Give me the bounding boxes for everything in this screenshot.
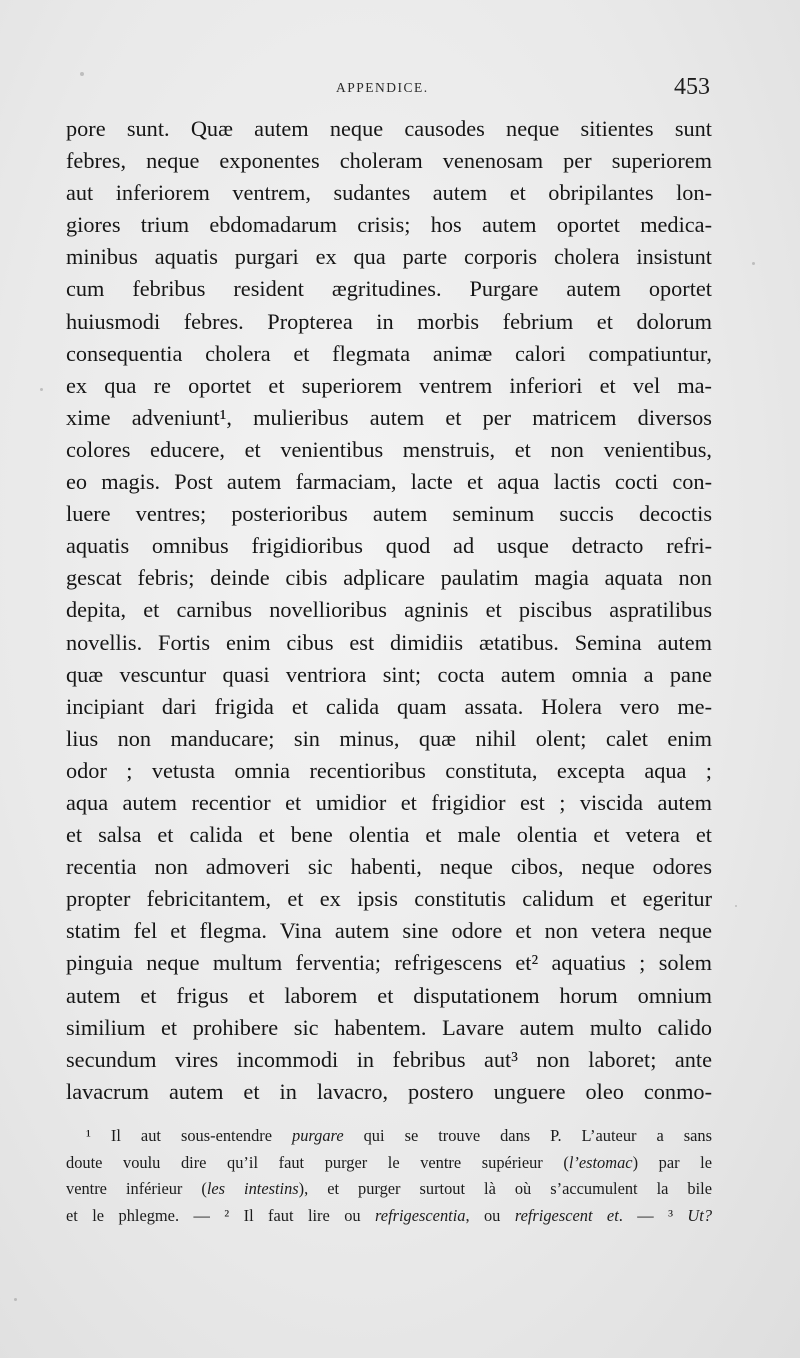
text-line: statim fel et flegma. Vina autem sine odore et non vetera neque [66,918,712,944]
page-number: 453 [674,74,710,100]
text-line: colores educere, et venientibus menstruis, et non venientibus, [66,436,712,462]
text-line: odor ; vetusta omnia recentioribus constituta, excepta aqua ; [66,757,712,783]
text-line: secundum vires incommodi in febribus aut³ non laboret; ante [66,1046,712,1072]
text-line: recentia non admoveri sic habenti, neque cibos, neque odores [66,854,712,880]
text-line: giores trium ebdomadarum crisis; hos autem oportet medica- [66,212,712,238]
text-line: aut inferiorem ventrem, sudantes autem et obripilantes lon- [66,180,712,206]
text-line: novellis. Fortis enim cibus est dimidiis ætatibus. Semina autem [66,629,712,655]
body-text [66,113,712,1108]
text-line: febres, neque exponentes choleram venenosam per superiorem [66,148,712,174]
footnote-line [66,1123,712,1150]
text-line: cum febribus resident ægritudines. Purgare autem oportet [66,276,712,302]
footnote-italic: les intestins [206,1179,299,1198]
footnote-text: ¹ Il aut sous-entendre [86,1126,292,1145]
footnote-line [66,1150,712,1177]
paper-speck [40,388,43,391]
text-line: depita, et carnibus novellioribus agninis et piscibus aspratilibus [66,597,712,623]
footnote-text: . — ³ [618,1205,688,1225]
running-title: APPENDICE. [336,80,429,95]
footnotes [66,1123,712,1229]
footnote-text: et le phlegme. — ² Il faut lire ou [66,1205,376,1225]
footnote-italic: Ut? [687,1205,713,1225]
footnote-text: , ou [465,1205,515,1225]
text-line: propter febricitantem, et ex ipsis constitutis calidum et egeritur [66,886,712,912]
text-line: gescat febris; deinde cibis adplicare paulatim magia aquata non [66,565,712,591]
footnote-italic: refrigescent et [514,1205,619,1225]
text-line: eo magis. Post autem farmaciam, lacte et aqua lactis cocti con- [66,469,712,495]
running-head [66,76,710,106]
footnote-italic: refrigescentia [375,1205,466,1225]
footnote-text: ventre inférieur ( [66,1179,207,1198]
text-line: autem et frigus et laborem et disputationem horum omnium [66,982,712,1008]
text-line: pore sunt. Quæ autem neque causodes neque sitientes sunt [66,116,712,141]
footnote-line [66,1176,712,1203]
text-line: incipiant dari frigida et calida quam assata. Holera vero me- [66,693,712,719]
text-line: aqua autem recentior et umidior et frigidior est ; viscida autem [66,789,712,815]
footnote-text: doute voulu dire qu’il faut purger le ventre supérieur ( [66,1152,569,1172]
text-line: consequentia cholera et flegmata animæ calori compatiuntur, [66,340,712,366]
text-line: huiusmodi febres. Propterea in morbis febrium et dolorum [66,308,712,334]
text-line: luere ventres; posterioribus autem seminum succis decoctis [66,501,712,527]
paper-speck [14,1298,17,1301]
footnote-italic: purgare [292,1126,344,1145]
paper-speck [752,262,755,265]
footnote-line [66,1203,712,1230]
footnote-text: ), et purger surtout là où s’accumulent la bile [298,1179,713,1198]
paper-speck [80,72,84,76]
text-line: lavacrum autem et in lavacro, postero unguere oleo conmo- [66,1078,712,1104]
text-line: et salsa et calida et bene olentia et male olentia et vetera et [66,822,712,848]
footnote-italic: l’estomac [568,1152,633,1172]
text-line: ex qua re oportet et superiorem ventrem inferiori et vel ma- [66,372,712,398]
text-line: quæ vescuntur quasi ventriora sint; cocta autem omnia a pane [66,661,712,687]
paper-speck [735,905,737,907]
footnote-text: qui se trouve dans P. L’auteur a sans [343,1126,712,1145]
text-line: similium et prohibere sic habentem. Lavare autem multo calido [66,1014,712,1040]
text-line: xime adveniunt¹, mulieribus autem et per matricem diversos [66,404,712,430]
text-line: aquatis omnibus frigidioribus quod ad usque detracto refri- [66,533,712,559]
footnote-text: ) par le [632,1152,712,1172]
text-line: pinguia neque multum ferventia; refrigescens et² aquatius ; solem [66,950,712,976]
text-line: lius non manducare; sin minus, quæ nihil olent; calet enim [66,725,712,751]
text-line: minibus aquatis purgari ex qua parte corporis cholera insistunt [66,244,712,270]
